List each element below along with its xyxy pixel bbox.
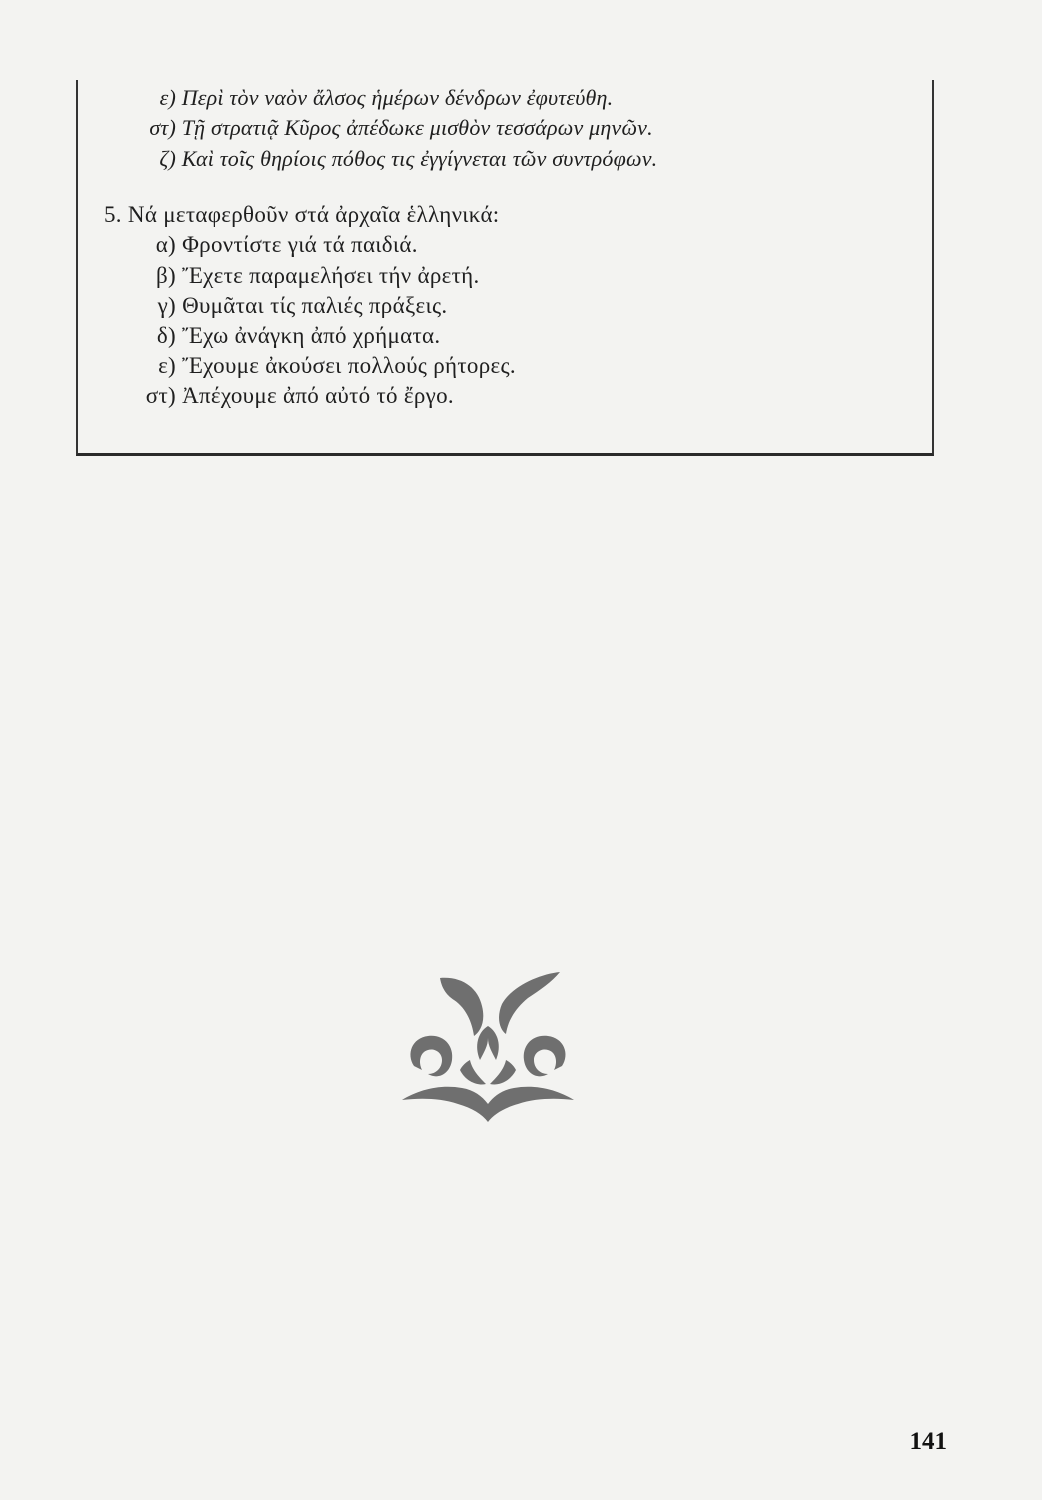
exercise-item — [146, 231, 418, 259]
exercise-item — [146, 292, 447, 320]
item-label: στ) — [149, 115, 176, 140]
item-label: γ) — [157, 293, 176, 318]
item-text: Καὶ τοῖς θηρίοις πόθος τις ἐγγίγνεται τῶν συντρόφων. — [181, 146, 658, 171]
item-label: ε) — [159, 85, 176, 110]
item-text: Ἔχετε παραμελήσει τήν ἀρετή. — [182, 263, 480, 288]
sentence-line — [146, 84, 613, 112]
item-text: Περὶ τὸν ναὸν ἄλσος ἡμέρων δένδρων ἐφυτεύθη. — [181, 85, 614, 110]
item-text: Ἔχουμε ἀκούσει πολλούς ρήτορες. — [182, 353, 516, 378]
item-label: β) — [156, 263, 176, 288]
item-text: Θυμᾶται τίς παλιές πράξεις. — [182, 293, 448, 318]
item-label: α) — [155, 232, 176, 257]
item-text: Φροντίστε γιά τά παιδιά. — [182, 232, 418, 257]
page-number: 141 — [909, 1428, 947, 1455]
exercise-instruction: Νά μεταφερθοῦν στά ἀρχαῖα ἑλληνικά: — [127, 202, 500, 227]
exercise-item — [133, 382, 454, 410]
exercise-5-heading — [104, 201, 500, 229]
item-label: στ) — [145, 383, 176, 408]
exercise-item — [146, 262, 480, 290]
exercise-item — [146, 352, 516, 380]
item-text: Ἀπέχουμε ἀπό αὐτό τό ἔργο. — [182, 383, 454, 408]
sentence-line — [133, 114, 653, 142]
floral-vignette-icon — [400, 966, 576, 1126]
item-label: δ) — [156, 323, 176, 348]
exercise-number: 5. — [104, 202, 122, 227]
sentence-line — [146, 145, 657, 173]
item-text: Τῇ στρατιᾷ Κῦρος ἀπέδωκε μισθὸν τεσσάρων μηνῶν. — [181, 115, 653, 140]
item-label: ζ) — [159, 146, 176, 171]
exercise-item — [146, 322, 440, 350]
item-label: ε) — [158, 353, 176, 378]
item-text: Ἔχω ἀνάγκη ἀπό χρήματα. — [182, 323, 441, 348]
